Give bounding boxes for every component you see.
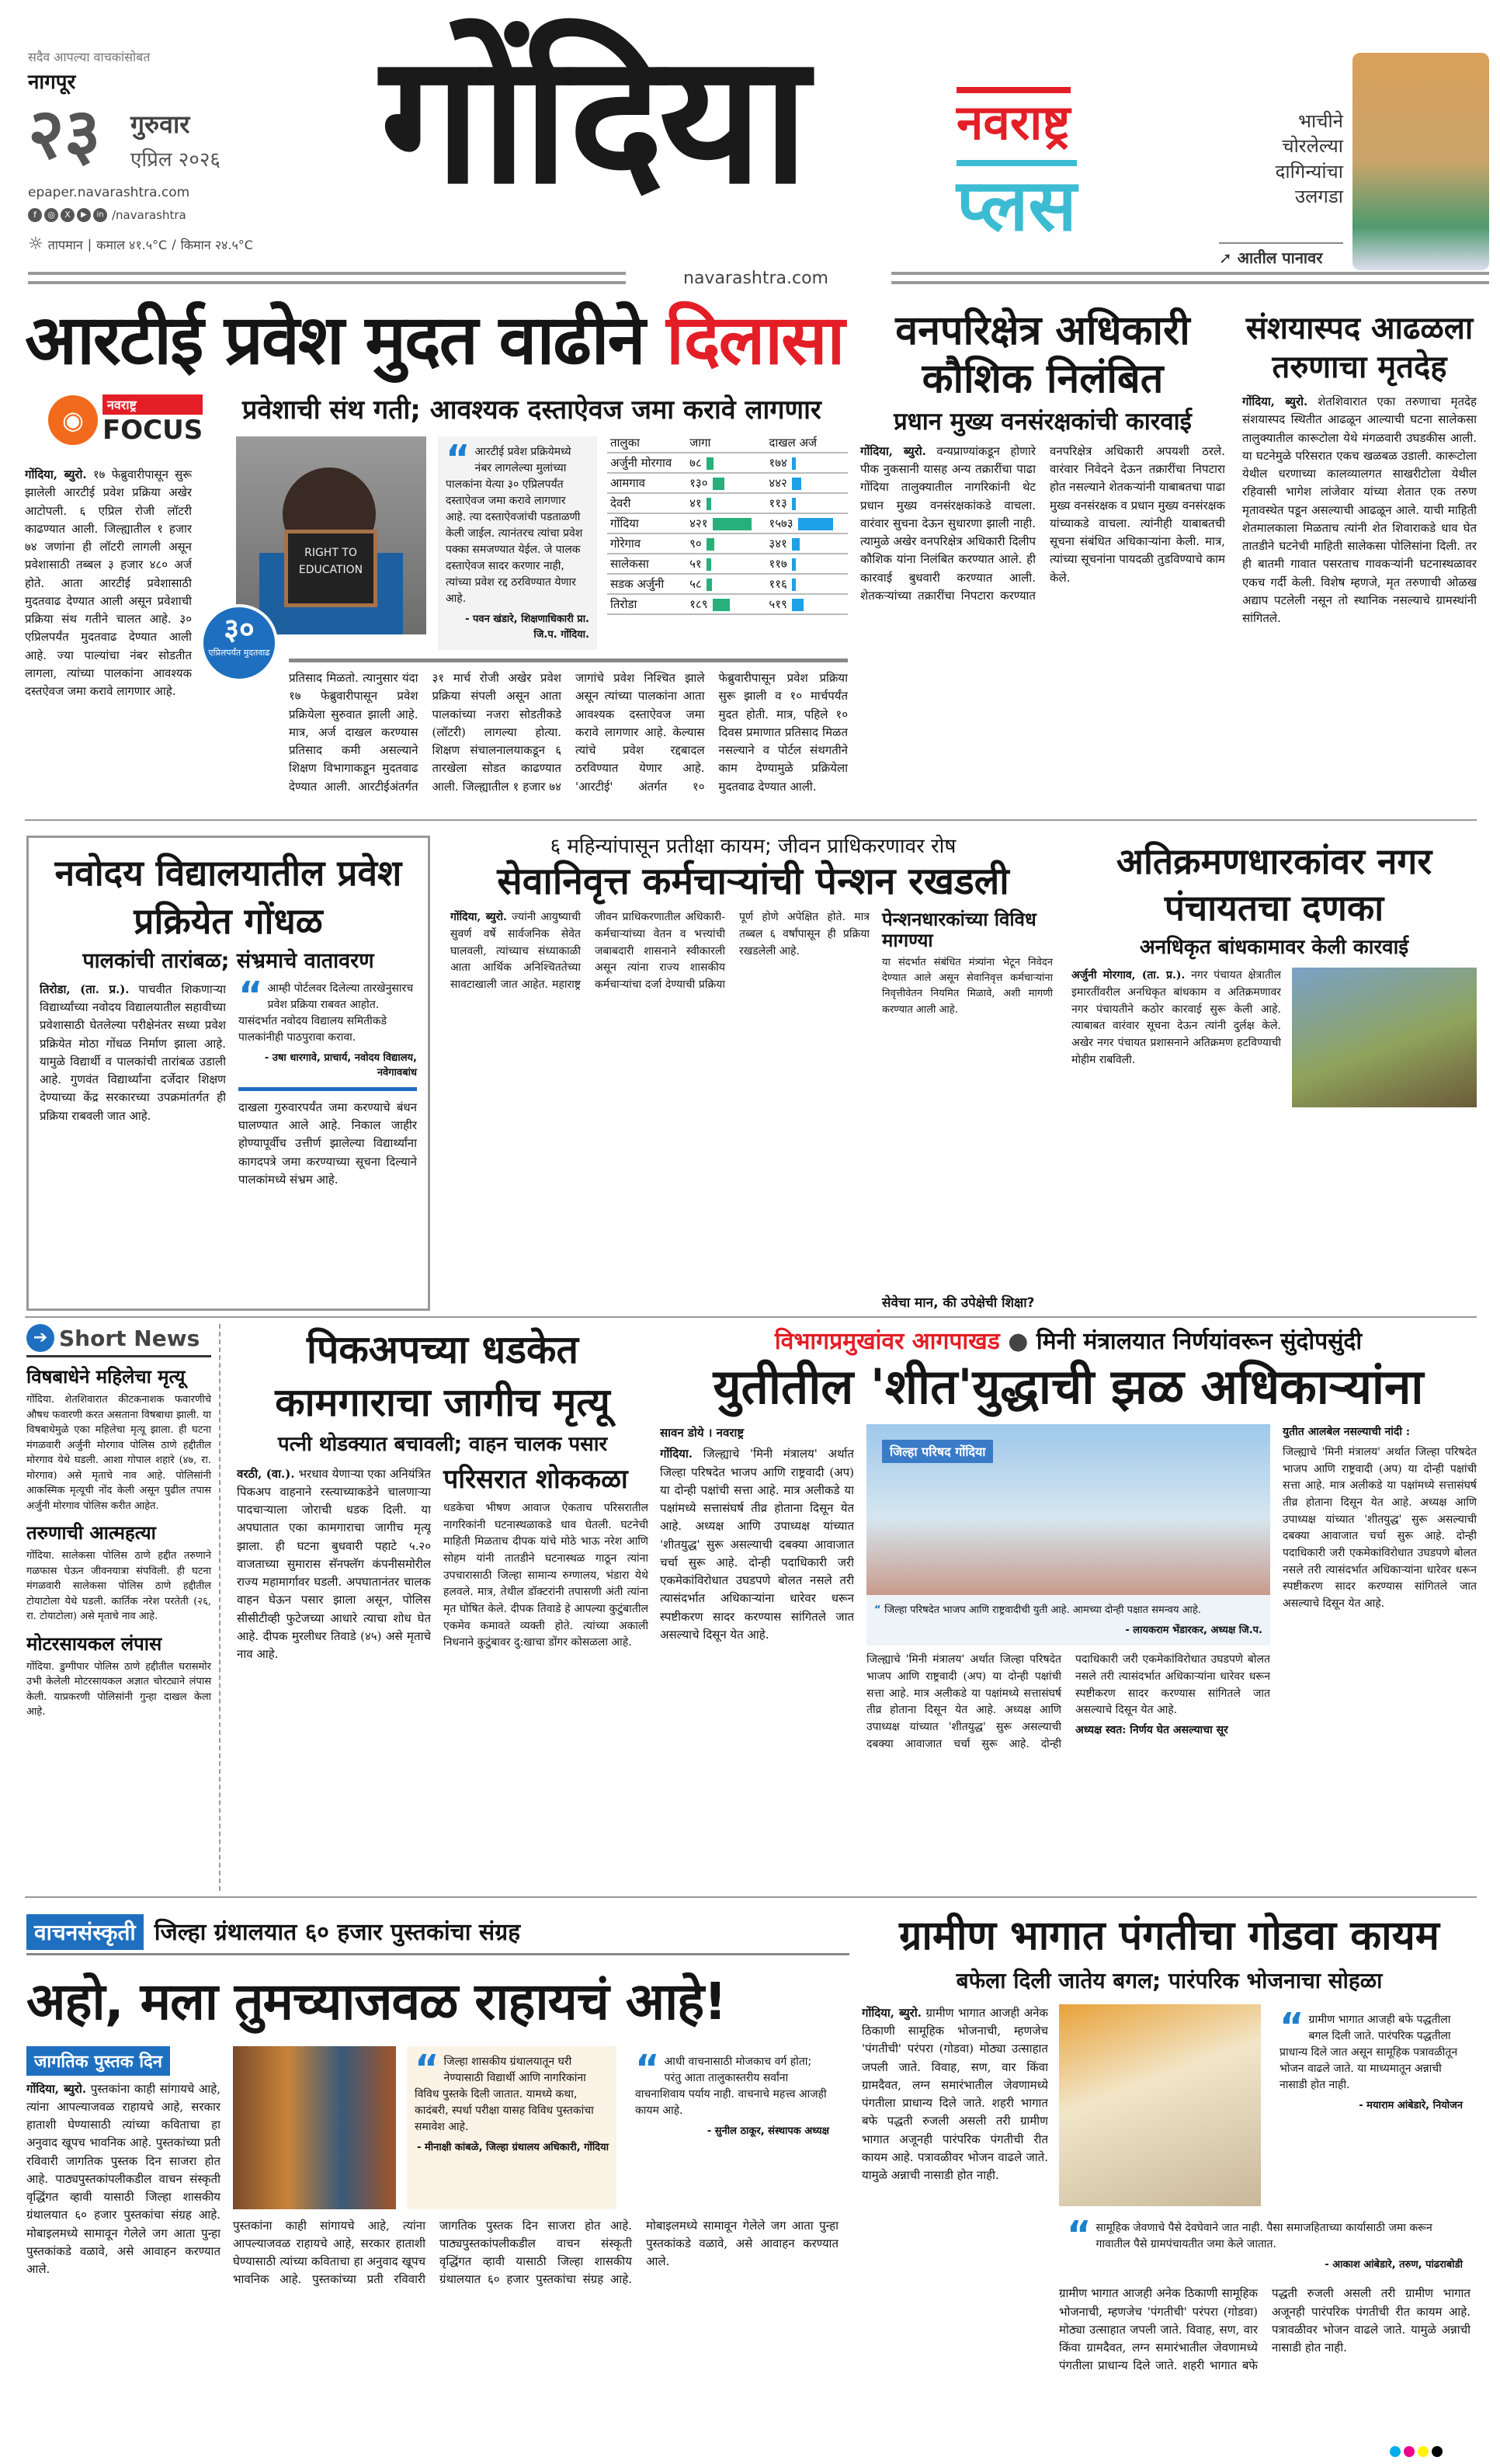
table-row bbox=[607, 554, 848, 574]
taluka-cell: सालेकसा bbox=[607, 554, 686, 574]
temp-label: तापमान bbox=[47, 237, 83, 252]
pangat-subhead: बफेला दिली जातेय बगल; पारंपरिक भोजनाचा सोहळा bbox=[956, 1968, 1383, 1994]
apps-cell: ११६ bbox=[766, 574, 848, 594]
color-registration-marks bbox=[1390, 2446, 1443, 2457]
body-found-headline: संशयास्पद आढळला तरुणाचा मृतदेह bbox=[1245, 311, 1474, 385]
pangat-quote-1: “ ग्रामीण भागात आजही बफे पद्धतीला बगल दिली जाते. पारंपरिक पद्धतीला प्राधान्य दिले जात असून सामूहिक पत्रावळीतून भोजन वाढले जाते. या माध्यमातून अन्नाची नासाडी होत नाही. - मयाराम आंबेडारे, नियोजन bbox=[1272, 2004, 1470, 2206]
yuti-body: सावन डोये । नवराष्ट्र गोंदिया. जिल्ह्याचे 'मिनी मंत्रालय' अर्थात जिल्हा परिषदेत भाजप आणि राष्ट्रवादी (अप) या दोन्ही पक्षांची सत्ता आहे. मात्र अलीकडे या पक्षांमध्ये सत्तासंघर्ष तीव्र होताना दिसून येत आहे. अध्यक्ष आणि उपाध्यक्ष यांच्यात 'शीतयुद्ध' सुरू असल्याची दबक्या आवाजात चर्चा सुरू आहे. दोन्ही पदाधिकारी जरी एकमेकांविरोधात उघडपणे बोलत नसले तरी त्यासंदर्भात अधिकाऱ्यांना धारेवर धरून स्पष्टीकरण सादर करण्यास सांगितले जात असल्याचे दिसून येत आहे. bbox=[660, 1426, 854, 1642]
reading-quote-2: “ आधी वाचनासाठी मोजकाच वर्ग होता; परंतु आता तालुकास्तरीय सर्वांना वाचनाशिवाय पर्याय नाही. वाचनाचे महत्त्व आजही कायम आहे. - सुनील ठाकूर, संस्थापक अध्यक्ष bbox=[627, 2046, 837, 2209]
rte-seat-table bbox=[607, 433, 848, 615]
taluka-cell: देवरी bbox=[607, 493, 686, 513]
brand-navarashtra: नवराष्ट्र bbox=[957, 87, 1071, 149]
apps-cell: ११३ bbox=[766, 493, 848, 513]
apps-cell: ४४२ bbox=[766, 473, 848, 493]
epaper-link[interactable]: epaper.navarashtra.com bbox=[28, 185, 190, 200]
seats-cell: ५१ bbox=[686, 554, 766, 574]
table-header: तालुका जागा दाखल अर्ज bbox=[607, 433, 848, 453]
pickup-side-head: परिसरात शोककळा bbox=[443, 1463, 628, 1495]
short-news-headline: तरुणाची आत्महत्या bbox=[26, 1522, 156, 1544]
quote-icon: “ bbox=[415, 2046, 439, 2090]
divider bbox=[25, 1896, 1477, 1898]
table-row bbox=[607, 594, 848, 614]
seats-cell: ९० bbox=[686, 533, 766, 554]
yuti-caption: “ जिल्हा परिषदेत भाजप आणि राष्ट्रवादीची युती आहे. आमच्या दोन्ही पक्षात समन्वय आहे. - लायकराम भेंडारकर, अध्यक्ष जि.प. bbox=[866, 1595, 1270, 1646]
table-row bbox=[607, 533, 848, 554]
short-news-body: गोंदिया. शेतशिवारात कीटकनाशक फवारणीचे औषध फवारणी करत असताना विषबाधा झाली. या विषबाधेमुळे एका महिलेचा मृत्यू झाला. ही घटना मंगळवारी अर्जुनी मोरगाव पोलिस ठाणे हद्दीतील मोरगाव येथे घडली. आशा गोपाल शहारे (४७, रा. मोरगाव) असे मृताचे नाव आहे. पोलिसांनी आकस्मिक मृत्यूची नोंद केली असून पुढील तपास अर्जुनी मोरगाव पोलिस करीत आहेत. bbox=[26, 1394, 211, 1512]
yuti-story bbox=[660, 1324, 1477, 1891]
seats-bar bbox=[707, 498, 711, 510]
eye-icon: ◉ bbox=[48, 395, 98, 445]
yuti-kicker: विभागप्रमुखांवर आगपाखड ● मिनी मंत्रालयात निर्णयांवरून सुंदोपसुंदी bbox=[774, 1328, 1363, 1355]
quote-icon: “ bbox=[1067, 2212, 1092, 2257]
short-news-body: गोंदिया. सालेकसा पोलिस ठाणे हद्दीत तरुणाने गळफास घेऊन जीवनयात्रा संपविली. ही घटना मंगळवारी सालेकसा पोलिस ठाणे हद्दीतील टोयाटोला येथे घडली. कार्तिक नरेश परतेती (२६, रा. टोयाटोला) असे मृताचे नाव आहे. bbox=[26, 1550, 211, 1622]
yuti-photo bbox=[866, 1424, 1270, 1595]
social-icons bbox=[28, 208, 186, 222]
navodaya-subhead: पालकांची तारांबळ; संभ्रमाचे वातावरण bbox=[82, 949, 374, 974]
navodaya-body: तिरोडा, (ता. प्र.). पाचवीत शिकणाऱ्या विद्यार्थ्यांच्या नवोदय विद्यालयातील सहावीच्या प्रवेशासाठी घेतलेल्या परीक्षेनंतर सध्या प्रवेश प्रक्रियेत मोठा गोंधळ निर्माण झाला आहे. यामुळे विद्यार्थी व पालकांची तारांबळ उडाली आहे. गुणवंत विद्यार्थ्यांना दर्जेदार शिक्षण देण्याच्या केंद्र सरकारच्या उपक्रमांतर्गत ही प्रक्रिया राबवली जात आहे. bbox=[40, 982, 226, 1123]
yuti-side: युतीत आलबेल नसल्याची नांदी : जिल्ह्याचे 'मिनी मंत्रालय' अर्थात जिल्हा परिषदेत भाजप आणि राष्ट्रवादी (अप) या दोन्ही पक्षांची सत्ता आहे. मात्र अलीकडे या पक्षांमध्ये सत्तासंघर्ष तीव्र होताना दिसून येत आहे. अध्यक्ष आणि उपाध्यक्ष यांच्यात 'शीतयुद्ध' सुरू असल्याची दबक्या आवाजात चर्चा सुरू आहे. दोन्ही पदाधिकारी जरी एकमेकांविरोधात उघडपणे बोलत नसले तरी त्यासंदर्भात अधिकाऱ्यांना धारेवर धरून स्पष्टीकरण सादर करण्यास सांगितले जात असल्याचे दिसून येत आहे. bbox=[1283, 1426, 1477, 1611]
arrow-right-icon: ➔ bbox=[26, 1324, 54, 1352]
website[interactable]: navarashtra.com bbox=[683, 269, 828, 288]
navodaya-body-2: दाखला गुरुवारपर्यंत जमा करण्याचे बंधन घालण्यात आले आहे. निकाल जाहीर होण्यापूर्वीच उत्तीर्ण झालेल्या विद्यार्थ्यांना कागदपत्रे जमा करण्याच्या सूचना दिल्याने पालकांमध्ये संभ्रम आहे. bbox=[238, 1100, 417, 1187]
x-icon[interactable]: X bbox=[61, 208, 75, 222]
apps-cell: १५७३ bbox=[766, 513, 848, 533]
taluka-cell: अर्जुनी मोरगाव bbox=[607, 453, 686, 473]
reading-tag: वाचनसंस्कृती bbox=[26, 1914, 144, 1950]
seats-bar bbox=[707, 579, 712, 591]
facebook-icon[interactable]: f bbox=[28, 208, 42, 222]
pickup-headline: पिकअपच्या धडकेत कामगाराचा जागीच मृत्यू bbox=[275, 1327, 610, 1425]
forest-story bbox=[860, 307, 1225, 808]
table-row bbox=[607, 513, 848, 533]
taluka-cell: गोरेगाव bbox=[607, 533, 686, 554]
taluka-cell: सडक अर्जुनी bbox=[607, 574, 686, 594]
encroach-subhead: अनधिकृत बांधकामावर केली कारवाई bbox=[1139, 935, 1409, 959]
youtube-icon[interactable]: ▶ bbox=[77, 208, 91, 222]
apps-cell: ३४१ bbox=[766, 533, 848, 554]
seats-cell: ५८ bbox=[686, 574, 766, 594]
social-handle: /navarashtra bbox=[112, 208, 186, 222]
short-news-body: गोंदिया. डुग्गीपार पोलिस ठाणे हद्दीतील घरासमोर उभी केलेली मोटरसायकल अज्ञात चोरट्याने लंपास केली. याप्रकरणी पोलिसांनी गुन्हा दाखल केला आहे. bbox=[26, 1660, 211, 1718]
short-news-headline: विषबाधेने महिलेचा मृत्यू bbox=[26, 1366, 186, 1388]
rte-lead: गोंदिया, ब्युरो. १७ फेब्रुवारीपासून सुरू झालेली आरटीई प्रवेश प्रक्रिया अखेर आटोपली. ६ एप्रिल रोजी लॉटरी काढण्यात आली. जिल्ह्यातील १ हजार ७४ जणांना ही लॉटरी लागली असून प्रवेशासाठी तब्बल ३ हजार ४८० अर्ज होते. आता आरटीई प्रवेशासाठी मुदतवाढ देण्यात आली असून प्रवेशाची प्रक्रिया संथ गतीने चालत आहे. ३० एप्रिलपर्यंत मुदतवाढ देण्यात आली आहे. ज्या पाल्यांचा नंबर सोडतीत लागला, त्यांच्या पालकांना आवश्यक दस्तऐवज जमा करावे लागणार आहे. bbox=[25, 467, 192, 698]
chalkboard: RIGHT TO EDUCATION bbox=[284, 530, 377, 607]
temp-min: किमान २४.५°C bbox=[180, 237, 253, 252]
seats-bar bbox=[713, 518, 752, 530]
rte-subhead: प्रवेशाची संथ गती; आवश्यक दस्ताऐवज जमा करावे लागणार bbox=[242, 394, 821, 426]
rte-headline: आरटीई प्रवेश मुदत वाढीने दिलासा bbox=[25, 300, 844, 380]
library-photo bbox=[233, 2046, 396, 2209]
masthead bbox=[0, 0, 1500, 287]
encroach-headline: अतिक्रमणधारकांवर नगर पंचायतचा दणका bbox=[1116, 840, 1432, 929]
seats-cell: १८९ bbox=[686, 594, 766, 614]
navodaya-headline: नवोदय विद्यालयातील प्रवेश प्रक्रियेत गोंधळ bbox=[54, 852, 402, 943]
pangat-quote-2: “ सामूहिक जेवणाचे पैसे देवघेवाने जात नाही. पैसा समाजहिताच्या कार्यासाठी जमा करून गावातील पैसे ग्रामपंचायतीत जमा केले जातात. - आकाश आंबेडारे, तरुण, पांढराबोडी bbox=[1059, 2212, 1470, 2281]
pangat-story bbox=[862, 1914, 1477, 2442]
pangat-photo bbox=[1059, 2004, 1261, 2206]
rte-body: प्रतिसाद मिळतो. त्यानुसार यंदा १७ फेब्रुवारीपासून प्रवेश प्रक्रियेला सुरुवात झाली आहे. मात्र, अर्ज दाखल करण्यास प्रतिसाद कमी असल्याने शिक्षण विभागाकडून मुदतवाढ देण्यात आली. आरटीईअंतर्गत ३१ मार्च रोजी अखेर प्रवेश प्रक्रिया संपली असून आता पालकांच्या नजरा सोडतीकडे (लॉटरी) लागल्या होत्या. शिक्षण संचालनालयाकडून ६ तारखेला सोडत काढण्यात आली. जिल्ह्यातील १ हजार ७४ जागांचे प्रवेश निश्चित झाले असून त्यांच्या पालकांना आता आवश्यक दस्ताऐवज जमा करावे लागणार आहे. केल्यास त्यांचे प्रवेश रद्दबादल ठरविण्यात येणार आहे. 'आरटीई' अंतर्गत १० फेब्रुवारीपासून प्रवेश प्रक्रिया सुरू झाली व १० मार्चपर्यंत मुदत होती. मात्र, पहिले १० दिवस प्रमाणात प्रतिसाद मिळत नसल्याने व पोर्टल संथगतीने काम देण्यामुळे प्रक्रियेला मुदतवाढ देण्यात आली. bbox=[289, 671, 848, 794]
seats-cell: ४१ bbox=[686, 493, 766, 513]
edition-city: नागपूर bbox=[28, 71, 76, 94]
pickup-story bbox=[237, 1324, 648, 1891]
teaser-text[interactable]: भाचीने चोरलेल्या दागिन्यांचा उलगडा bbox=[1275, 110, 1343, 208]
book-day-tag: जागतिक पुस्तक दिन bbox=[26, 2046, 170, 2076]
divider bbox=[25, 819, 1477, 821]
deadline-badge: ३० एप्रिलपर्यंत मुदतवाढ bbox=[200, 604, 278, 682]
quote-icon: “ bbox=[874, 1604, 885, 1617]
divider bbox=[25, 1316, 1477, 1318]
pension-side-body: या संदर्भात संबंधित मंत्र्यांना भेटून निवेदन देण्यात आले असून सेवानिवृत्त कर्मचाऱ्यांना निवृत्तीवेतन नियमित मिळावे, अशी मागणी करण्यात आली आहे. bbox=[882, 957, 1053, 1016]
short-news-item bbox=[26, 1364, 211, 1514]
short-news-headline: मोटरसायकल लंपास bbox=[26, 1632, 162, 1655]
rte-photo bbox=[236, 436, 426, 634]
short-news-item bbox=[26, 1520, 211, 1625]
reading-quote-1: “ जिल्हा शासकीय ग्रंथालयातून घरी नेण्यासाठी विद्यार्थी आणि नागरिकांना विविध पुस्तके दिली जातात. यामध्ये कथा, कादंबरी, स्पर्धा परीक्षा यासह विविध पुस्तकांचा समावेश आहे. - मीनाक्षी कांबळे, जिल्हा ग्रंथालय अधिकारी, गोंदिया bbox=[407, 2046, 616, 2209]
navodaya-story bbox=[26, 836, 430, 1311]
pension-kicker: ६ महिन्यांपासून प्रतीक्षा कायम; जीवन प्राधिकरणावर रोष bbox=[550, 835, 957, 858]
pension-body: गोंदिया, ब्युरो. ज्यांनी आयुष्याची सुवर्ण वर्षे सार्वजनिक सेवेत घालवली, त्यांच्याच संध्याकाळी आता आर्थिक अनिश्चिततेच्या सावटाखाली जात आहेत. महाराष्ट्र जीवन प्राधिकरणातील अधिकारी-कर्मचाऱ्यांच्या वेतन व भत्त्यांची जबाबदारी शासनाने स्वीकारली असून त्यांना राज्य शासकीय कर्मचाऱ्यांचा दर्जा देण्याची प्रक्रिया पूर्ण होणे अपेक्षित होते. मात्र तब्बल ६ वर्षांपासून ही प्रक्रिया रखडलेली आहे. bbox=[450, 911, 870, 992]
quote-icon: “ bbox=[1280, 2004, 1304, 2049]
yuti-headline: युतीतील 'शीत'युद्धाची झळ अधिकाऱ्यांना bbox=[713, 1358, 1424, 1415]
apps-cell: १७४ bbox=[766, 453, 848, 473]
seats-bar bbox=[707, 538, 715, 551]
rule bbox=[289, 659, 848, 662]
reading-headline: अहो, मला तुमच्याजवळ राहायचं आहे! bbox=[26, 1972, 727, 2031]
seats-bar bbox=[707, 457, 714, 470]
encroach-story bbox=[1071, 839, 1477, 1311]
taluka-cell: गोंदिया bbox=[607, 513, 686, 533]
pangat-body-2: ग्रामीण भागात आजही अनेक ठिकाणी सामूहिक भोजनाची, म्हणजेच 'पंगतीची' परंपरा (गोडवा) मोठ्या उत्साहात जपली जाते. विवाह, सण, वार किंवा ग्रामदैवत, लग्न समारंभातील जेवणामध्ये पंगतीला प्राधान्य दिले जाते. शहरी भागात बफे पद्धती रुजली असली तरी ग्रामीण भागात अजूनही पारंपरिक पंगतीची रीत कायम आहे. पत्रावळीवर भोजन वाढले जाते. यामुळे अन्नाची नासाडी होत नाही. bbox=[1059, 2286, 1470, 2373]
navodaya-quote: “ आम्ही पोर्टलवर दिलेल्या तारखेनुसारच प्रवेश प्रक्रिया राबवत आहोत. यासंदर्भात नवोदय विद्यालय समितीकडे पालकांनीही पाठपुरावा करावा. - उषा धारगावे, प्राचार्य, नवोदय विद्यालय, नवेगावबांध bbox=[238, 981, 417, 1091]
seats-cell: ४२१ bbox=[686, 513, 766, 533]
short-news-item bbox=[26, 1631, 211, 1720]
apps-bar bbox=[792, 558, 796, 571]
pickup-side-body: धडकेचा भीषण आवाज ऐकताच परिसरातील नागरिकांनी घटनास्थळाकडे धाव घेतली. घटनेची माहिती मिळताच दीपक यांचे मोठे भाऊ नरेश आणि सोहम यांनी तातडीने घटनास्थळ गाठून त्यांना उपचारासाठी जिल्हा सामान्य रुग्णालय, भंडारा येथे हलवले. मात्र, तेथील डॉक्टरांनी तपासणी अंती त्यांना मृत घोषित केले. दीपक तिवाडे हे आपल्या कुटुंबातील एकमेव कमावते व्यक्ती होते. त्यांच्या अकाली निधनाने कुटुंबावर दु:खाचा डोंगर कोसळला आहे. bbox=[443, 1501, 648, 1649]
forest-body: गोंदिया, ब्युरो. वन्यप्राण्यांकडून होणारे पीक नुकसानी यासह अन्य तक्रारींचा पाढा गोंदिया तालुक्यातील नागरिकांनी थेट प्रधान मुख्य वनसंरक्षकांकडे वाचला. वारंवार सुचना देऊन सुधारणा झाली नाही. त्यामुळे अखेर वनपरिक्षेत्र अधिकारी दिलीप कौशिक यांना निलंबित करण्यात आले. ही कारवाई बुधवारी करण्यात आली. शेतकऱ्यांच्या तक्रारींचा निपटारा करण्यात वनपरिक्षेत्र अधिकारी अपयशी ठरले. वारंवार निवेदने देऊन तक्रारींचा निपटारा होत नसल्याने शेतकऱ्यांनी याबाबतचा पाढा मुख्य वनसंरक्षक व प्रधान मुख्य वनसंरक्षक यांच्याकडे वाचला. त्यांनीही याबाबतची सूचना संबंधित अधिकाऱ्यांना केली. मात्र, त्यांच्या सूचनांना पायदळी तुडविण्याचे काम केले. bbox=[860, 443, 1225, 603]
apps-bar bbox=[792, 579, 796, 591]
rte-story bbox=[25, 300, 848, 808]
seats-cell: ७८ bbox=[686, 453, 766, 473]
masthead-rule-right bbox=[891, 272, 1489, 284]
seats-bar bbox=[713, 599, 730, 611]
pickup-body: वरठी, (वा.). भरधाव येणाऱ्या एका अनियंत्रित पिकअप वाहनाने रस्त्याच्याकडेने चालणाऱ्या पादचाऱ्याला जोराची धडक दिली. या अपघातात एका कामगाराचा जागीच मृत्यू झाला. ही घटना बुधवारी पहाटे ५.२० वाजताच्या सुमारास सॅनफ्लॅग कंपनीसमोरील राज्य महामार्गावर घडली. अपघातानंतर चालक वाहन घेऊन पसार झाला असून, पोलिस सीसीटीव्ही फुटेजच्या आधारे त्याचा शोध घेत आहे. दीपक मुरलीधर तिवाडे (४५) असे मृताचे नाव आहे. bbox=[237, 1466, 431, 1662]
focus-logo: ◉ नवराष्ट्र FOCUS bbox=[48, 394, 203, 446]
forest-headline: वनपरिक्षेत्र अधिकारी कौशिक निलंबित bbox=[895, 308, 1190, 403]
linkedin-icon[interactable]: in bbox=[93, 208, 107, 222]
weather: ☼ तापमान | कमाल ४१.५°C / किमान २४.५°C bbox=[28, 235, 253, 254]
pension-side-head-2: सेवेचा मान, की उपेक्षेची शिक्षा? bbox=[882, 1295, 1035, 1312]
table-row bbox=[607, 493, 848, 513]
arrow-icon: ➚ bbox=[1219, 248, 1238, 267]
table-row bbox=[607, 574, 848, 594]
quote-icon: “ bbox=[238, 973, 263, 1017]
yuti-body-2: जिल्ह्याचे 'मिनी मंत्रालय' अर्थात जिल्हा परिषदेत भाजप आणि राष्ट्रवादी (अप) या दोन्ही पक्षांची सत्ता आहे. मात्र अलीकडे या पक्षांमध्ये सत्तासंघर्ष तीव्र होताना दिसून येत आहे. अध्यक्ष आणि उपाध्यक्ष यांच्यात 'शीतयुद्ध' सुरू असल्याची दबक्या आवाजात चर्चा सुरू आहे. दोन्ही पदाधिकारी जरी एकमेकांविरोधात उघडपणे बोलत नसले तरी त्यासंदर्भात अधिकाऱ्यांना धारेवर धरून स्पष्टीकरण सादर करण्यास सांगितले जात असल्याचे दिसून येत आहे. अध्यक्ष स्वत: निर्णय घेत असल्याचा सूर bbox=[866, 1653, 1270, 1750]
encroach-body: अर्जुनी मोरगाव, (ता. प्र.). नगर पंचायत क्षेत्रातील इमारतींवरील अनधिकृत बांधकाम व अतिक्रमणावर नगर पंचायतीने कठोर कारवाई सुरू केली आहे. त्याबाबत वारंवार सूचना देऊन त्यांनी दुर्लक्ष केले. अखेर नगर पंचायत प्रशासनाने अतिक्रमण हटविण्याची मोहीम राबविली. bbox=[1071, 969, 1281, 1066]
body-found-body: गोंदिया, ब्युरो. शेतशिवारात एका तरुणाचा मृतदेह संशयास्पद स्थितीत आढळून आल्याची घटना सालेकसा तालुक्यातील कारूटोला येथे मंगळवारी उघडकीस आली. या घटनेमुळे परिसरात एकच खळबळ उडाली. कारूटोला येथील धरणाच्या कालव्यालगत साखरीटोला येथील रहिवासी भागेश लांजेवार यांच्या शेतात एक तरुण मृतावस्थेत पडून असल्याची आढळून आले. याची माहिती शेतमालकाला मिळताच त्यांनी शेत शिवाराकडे धाव घेत तातडीने घटनेची माहिती सालेकसा पोलिसांना दिली. तर ही बातमी गावात पसरताच गावकऱ्यांनी घटनास्थळावर एकच गर्दी केली. विशेष म्हणजे, मृत तरुणाची ओळख अद्याप पटलेली नसून तो स्थानिक नसल्याचे ग्रामस्थांनी सांगितले. bbox=[1242, 394, 1477, 625]
taluka-cell: तिरोडा bbox=[607, 594, 686, 614]
teaser-photo[interactable] bbox=[1352, 53, 1489, 270]
body-found-story bbox=[1242, 309, 1477, 808]
pension-headline: सेवानिवृत्त कर्मचाऱ्यांची पेन्शन रखडली bbox=[497, 859, 1009, 903]
pangat-headline: ग्रामीण भागात पंगतीचा गोडवा कायम bbox=[899, 1913, 1439, 1959]
short-news-header: ➔ Short News bbox=[26, 1324, 211, 1357]
masthead-rule-left bbox=[28, 272, 626, 284]
taluka-cell: आमगाव bbox=[607, 473, 686, 493]
tagline: सदैव आपल्या वाचकांसोबत bbox=[28, 50, 151, 64]
newspaper-title: गोंदिया bbox=[380, 16, 804, 224]
pension-story bbox=[450, 836, 1056, 1311]
reading-body: गोंदिया, ब्युरो. पुस्तकांना काही सांगायचे आहे, त्यांना आपल्याजवळ राहायचे आहे, सरकार हाताशी घेण्यासाठी त्यांच्या कविताचा हा अनुवाद खूपच भावनिक आहे. पुस्तकांच्या प्रती रविवारी जागतिक पुस्तक दिन साजरा होत आहे. पाठ्यपुस्तकांपलीकडील वाचन संस्कृती वृद्धिंगत व्हावी यासाठी जिल्हा शासकीय ग्रंथालयात ६० हजार पुस्तकांचा संग्रह आहे. मोबाइलमध्ये सामावून गेलेले जग आता पुन्हा पुस्तकांकडे वळावे, असे आवाहन करण्यात आले. bbox=[26, 2081, 220, 2277]
apps-cell: ५१९ bbox=[766, 594, 848, 614]
seats-bar bbox=[713, 478, 724, 490]
weather-icon: ☼ bbox=[28, 235, 43, 254]
pickup-subhead: पत्नी थोडक्यात बचावली; वाहन चालक पसार bbox=[277, 1433, 608, 1456]
apps-bar bbox=[792, 498, 796, 510]
forest-subhead: प्रधान मुख्य वनसंरक्षकांची कारवाई bbox=[894, 407, 1192, 436]
apps-bar bbox=[792, 538, 800, 551]
teaser-link[interactable]: ➚ आतील पानावर bbox=[1219, 242, 1343, 268]
bullet-icon: ● bbox=[1008, 1328, 1029, 1355]
apps-bar bbox=[792, 478, 802, 490]
pangat-body: गोंदिया, ब्युरो. ग्रामीण भागात आजही अनेक ठिकाणी सामूहिक भोजनाची, म्हणजेच 'पंगतीची' परंपरा (गोडवा) मोठ्या उत्साहात जपली जाते. विवाह, सण, वार किंवा ग्रामदैवत, लग्न समारंभातील जेवणामध्ये पंगतीला प्राधान्य दिले जाते. शहरी भागात बफे पद्धती रुजली असली तरी ग्रामीण भागात अजूनही पारंपरिक पंगतीची रीत कायम आहे. पत्रावळीवर भोजन वाढले जाते. यामुळे अन्नाची नासाडी होत नाही. bbox=[862, 2005, 1048, 2183]
temp-max: कमाल ४१.५°C bbox=[96, 237, 168, 252]
seats-bar bbox=[707, 558, 711, 571]
brand-plus: प्लस bbox=[957, 160, 1077, 245]
apps-bar bbox=[792, 457, 796, 470]
encroach-photo bbox=[1292, 968, 1477, 1107]
date-month-year: एप्रिल २०२६ bbox=[130, 148, 220, 172]
apps-bar bbox=[798, 518, 833, 530]
reading-story bbox=[26, 1914, 849, 2442]
rte-quote: “ आरटीई प्रवेश प्रक्रियेमध्ये नंबर लागलेल्या मुलांच्या पालकांना येत्या ३० एप्रिलपर्यंत दस्ताऐवज जमा करावे लागणार आहे. त्या दस्ताऐवजांची पडताळणी केली जाईल. त्यानंतरच त्यांचा प्रवेश पक्का समजण्यात येईल. जे पालक दस्ताऐवज सादर करणार नाही, त्यांच्या प्रवेश रद्द ठरविण्यात येणार आहे. - पवन खंडारे, शिक्षणाधिकारी प्रा. जि.प. गोंदिया. bbox=[438, 436, 597, 650]
quote-icon: “ bbox=[446, 437, 470, 481]
zp-sign: जिल्हा परिषद गोंदिया bbox=[882, 1440, 993, 1463]
short-news bbox=[26, 1324, 220, 1891]
quote-icon: “ bbox=[635, 2046, 660, 2090]
pension-side-head: पेन्शनधारकांच्या विविध मागण्या bbox=[882, 909, 1036, 951]
reading-body-2: पुस्तकांना काही सांगायचे आहे, त्यांना आपल्याजवळ राहायचे आहे, सरकार हाताशी घेण्यासाठी त्यांच्या कविताचा हा अनुवाद खूपच भावनिक आहे. पुस्तकांच्या प्रती रविवारी जागतिक पुस्तक दिन साजरा होत आहे. पाठ्यपुस्तकांपलीकडील वाचन संस्कृती वृद्धिंगत व्हावी यासाठी जिल्हा शासकीय ग्रंथालयात ६० हजार पुस्तकांचा संग्रह आहे. मोबाइलमध्ये सामावून गेलेले जग आता पुन्हा पुस्तकांकडे वळावे, असे आवाहन करण्यात आले. bbox=[233, 2218, 839, 2287]
instagram-icon[interactable]: ◎ bbox=[44, 208, 58, 222]
apps-bar bbox=[792, 599, 804, 611]
seats-cell: १३० bbox=[686, 473, 766, 493]
reading-kicker: जिल्हा ग्रंथालयात ६० हजार पुस्तकांचा संग्रह bbox=[154, 1918, 521, 1946]
apps-cell: ११७ bbox=[766, 554, 848, 574]
date-weekday: गुरुवार bbox=[130, 109, 190, 139]
table-row bbox=[607, 473, 848, 493]
table-row bbox=[607, 453, 848, 473]
date-day: २३ bbox=[28, 93, 101, 175]
